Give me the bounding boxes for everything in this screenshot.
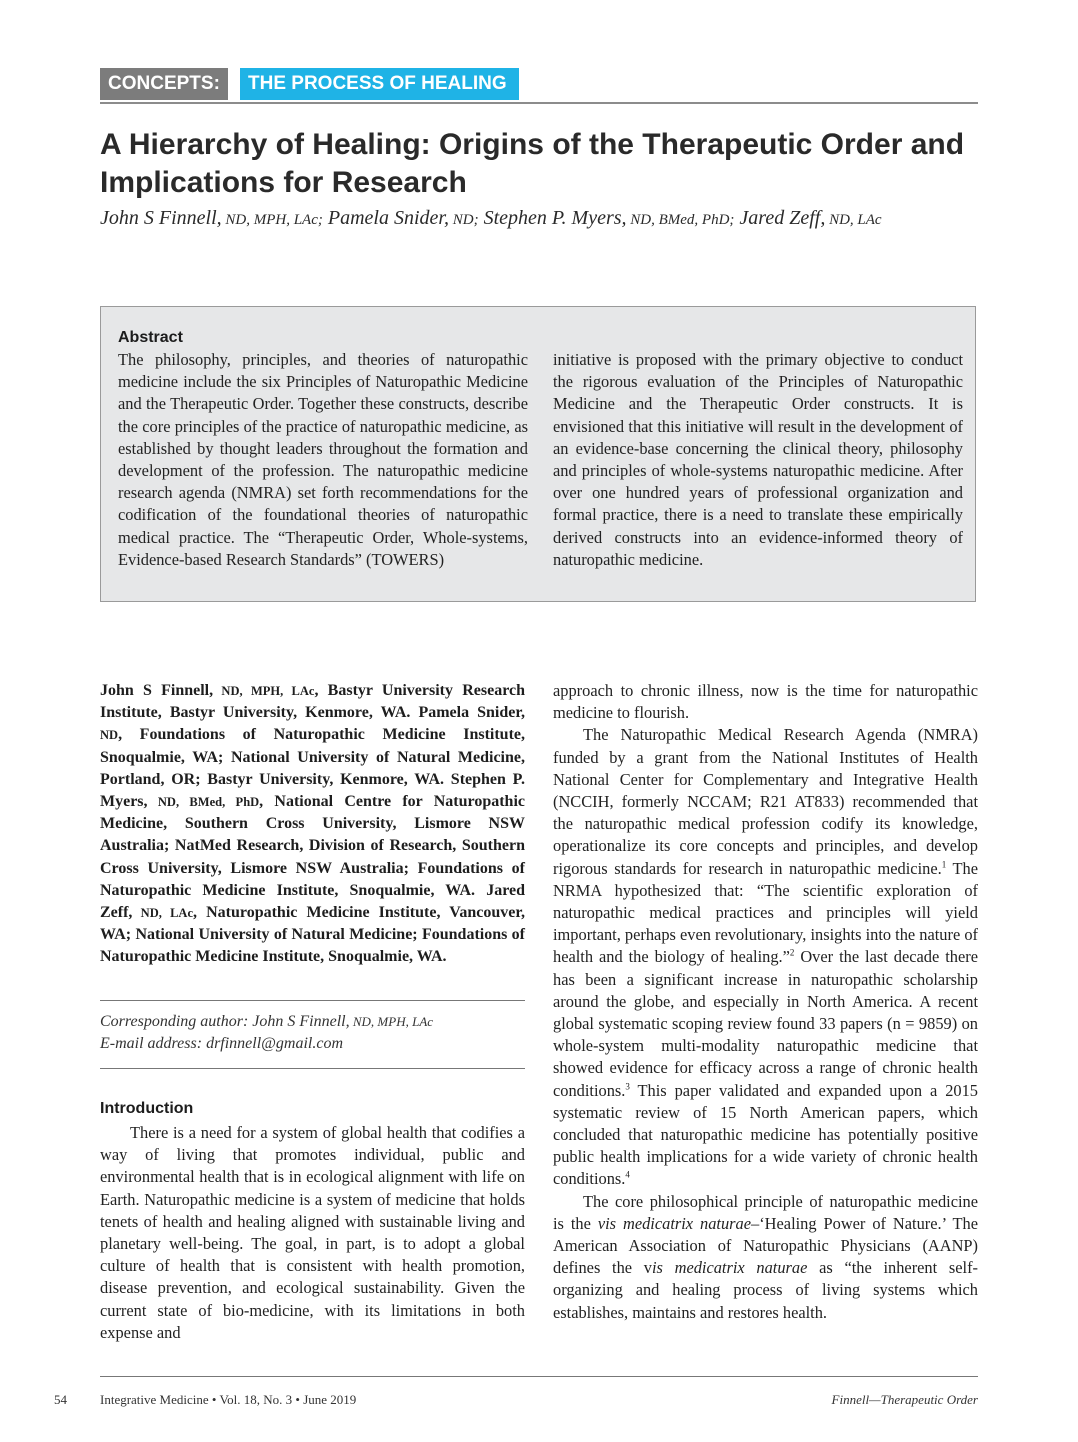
reference-marker: 3 (625, 1081, 630, 1092)
author-name: John S Finnell, (100, 207, 222, 229)
author-name: Pamela Snider, (322, 207, 449, 229)
paragraph-text: The Naturopathic Medical Research Agenda (NMRA) funded by a grant from the National Institutes of Health National Center for Complementary and Integrative Health (NCCIH, formerly NCCAM; R21 AT833) recommended that the naturopathic medical profession codify its knowledge, operationalize its core concepts and principles, and develop rigorous standards for research in naturopathic medicine. (553, 725, 978, 878)
corresponding-author: Corresponding author: John S Finnell, (100, 1013, 350, 1030)
banner-section: THE PROCESS OF HEALING (240, 68, 519, 100)
affil-credentials: ND, BMed, PhD (147, 795, 260, 810)
email-address: E-mail address: drfinnell@gmail.com (100, 1035, 343, 1052)
paragraph: approach to chronic illness, now is the time for naturopathic medicine to flourish. (553, 681, 978, 723)
banner-category: CONCEPTS: (100, 68, 228, 100)
abstract-box (100, 306, 976, 602)
article-title: A Hierarchy of Healing: Origins of the Therapeutic Order and Implications for Research (100, 128, 965, 199)
paragraph-text: The NRMA hypothesized that: “The scientific exploration of naturopathic medical practices and principles will yield important, perhaps even revolutionary, insights into the nature of health and the biology of healing.” (553, 858, 978, 967)
paragraph-text: Over the last decade there has been a significant increase in naturopathic scholarship around the globe, and especially in North America. A recent global systematic scoping review found 33 papers (n = 9859) on whole-system multi-modality naturopathic medicine that showed evidence for efficacy across a range of chronic health conditions. (553, 947, 978, 1100)
author-name: Jared Zeff, (734, 207, 826, 229)
running-head: Finnell—Therapeutic Order (831, 1392, 978, 1407)
reference-marker: 4 (625, 1170, 630, 1180)
affil-text: , Foundations of Naturopathic Medicine Institute, Snoqualmie, WA; National University of Natural Medicine, Portland, OR; Bastyr University, Kenmore, WA. (100, 726, 525, 788)
reference-marker: 1 (941, 859, 947, 870)
paragraph-text: –‘Healing Power of Nature.’ The American Association of Naturopathic Physicians (AANP) defines the v (553, 1213, 978, 1278)
affil-text: , Bastyr University Research Institute, Bastyr University, Kenmore, WA. (100, 682, 526, 722)
page-number: 54 (54, 1392, 67, 1407)
paragraph (553, 1191, 978, 1324)
correspondence (100, 1011, 525, 1055)
latin-term: vis medicatrix naturae (597, 1213, 752, 1233)
author-line (100, 207, 1000, 230)
footer-rule (100, 1376, 978, 1377)
affil-credentials: ND (100, 728, 119, 743)
paragraph-text: The core philosophical principle of naturopathic medicine is the (553, 1191, 978, 1233)
paragraph-text: This paper validated and expanded upon a 2015 systematic review of 15 North American papers, which concluded that naturopathic medicine has potentially positive public health implications for a wide variety of chronic health conditions. (553, 1080, 978, 1189)
reference-marker: 2 (789, 947, 795, 958)
affil-credentials: ND, MPH, LAc (213, 684, 315, 698)
author-credentials: ND; (448, 212, 479, 228)
journal-citation: Integrative Medicine • Vol. 18, No. 3 • June 2019 (100, 1392, 357, 1407)
divider (100, 1068, 525, 1069)
affil-name: Jared Zeff, (100, 881, 525, 922)
divider (100, 1000, 525, 1001)
introduction-paragraph: There is a need for a system of global health that codifies a way of living that promotes individual, public and environmental health that is in ecological alignment with life on Earth. Naturopathic medicine is a system of medicine that holds tenets of health and healing aligned with sustainable living and planetary well-being. The goal, in part, is to adopt a global culture of health that is consistent with health promotion, disease prevention, and ecological sustainability. Given the current state of bio-medicine, with its limitations in both expense and (100, 1123, 525, 1342)
author-affiliations (100, 680, 525, 969)
abstract-text-column-2: initiative is proposed with the primary objective to conduct the rigorous evaluation of the Principles of Naturopathic Medicine and the Therapeutic Order constructs. It is envisioned that this initiative will result in the development of an evidence-base concerning the clinical theory, philosophy and principles of whole-systems naturopathic medicine. After over one hundred years of professional organization and formal practice, there is a need to translate these empirically derived constructs into an evidence-informed theory of naturopathic medicine. (553, 350, 963, 569)
author-credentials: ND, LAc (825, 212, 882, 228)
affil-text: , National Centre for Naturopathic Medicine, Southern Cross University, Lismore NSW Australia; NatMed Research, Division of Research, Southern Cross University, Lismore NSW Australia; Foundations of Naturopathic Medicine Institute, Snoqualmie, WA. (100, 793, 525, 899)
author-credentials: ND, BMed, PhD; (626, 212, 735, 228)
abstract-text-column-1: The philosophy, principles, and theories of naturopathic medicine include the six Principles of Naturopathic Medicine and the Therapeutic Order. Together these constructs, describe the core principles of the practice of naturopathic medicine, as established by thought leaders throughout the formation and development of the profession. The naturopathic medicine research agenda (NMRA) set forth recommendations for the codification of the foundational theories of naturopathic medical practice. The “Therapeutic Order, Whole-systems, Evidence-based Research Standards” (TOWERS) (118, 350, 528, 569)
affil-text: , Naturopathic Medicine Institute, Vancouver, WA; National University of Natural Medicine; Foundations of Naturopathic Medicine Institute, Snoqualmie, WA. (100, 904, 525, 966)
introduction-heading: Introduction (100, 1100, 194, 1117)
affil-name: Pamela Snider, (418, 704, 526, 722)
author-name: Stephen P. Myers, (478, 207, 627, 229)
affil-name: Stephen P. Myers, (100, 770, 525, 811)
affil-credentials: ND, LAc (132, 906, 193, 921)
paragraph (553, 724, 978, 1190)
author-credentials: ND, MPH, LAc; (221, 212, 323, 228)
paragraph-text: as “the inherent self-organizing and healing process of living systems which establishes, maintains and restores health. (553, 1258, 979, 1322)
section-banner (100, 68, 978, 104)
latin-term: is medicatrix naturae (651, 1258, 808, 1278)
right-column (553, 680, 978, 1324)
abstract-heading: Abstract (118, 329, 183, 346)
affil-name: John S Finnell, (100, 682, 214, 699)
corresponding-credentials: ND, MPH, LAc (349, 1014, 434, 1029)
